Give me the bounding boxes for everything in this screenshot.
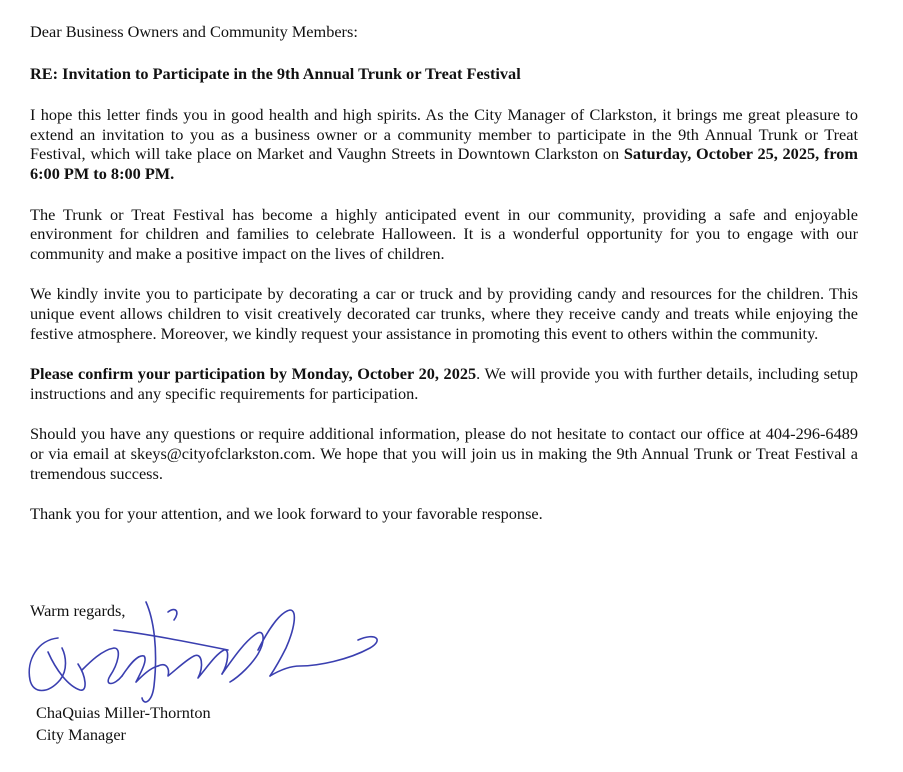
paragraph-festival: The Trunk or Treat Festival has become a highly anticipated event in our community, providing a safe and enjoyable environment for children and families to celebrate Halloween. It is a wonderful opportunity for you to engage with our community and make a positive impact on the lives of children. xyxy=(30,204,858,263)
salutation: Dear Business Owners and Community Members: xyxy=(30,22,358,41)
signer-title: City Manager xyxy=(36,725,126,744)
paragraph-invitation xyxy=(30,105,858,183)
paragraph-confirm xyxy=(30,364,858,403)
paragraph-thanks: Thank you for your attention, and we look forward to your favorable response. xyxy=(30,504,543,524)
signer-name: ChaQuias Miller-Thornton xyxy=(36,703,211,722)
handwritten-signature xyxy=(18,590,388,710)
letter-body xyxy=(30,22,858,524)
subject-line: RE: Invitation to Participate in the 9th Annual Trunk or Treat Festival xyxy=(30,63,521,83)
paragraph-contact: Should you have any questions or require additional information, please do not hesitate to contact our office at 404-296-6489 or via email at skeys@cityofclarkston.com. We hope that you will join us in making the 9th Annual Trunk or Treat Festival a tremendous success. xyxy=(30,424,858,483)
paragraph-confirm-text: . We will provide you with further details, including setup instructions and any specific requirements for participation. xyxy=(30,364,858,403)
paragraph-invitation-text: I hope this letter finds you in good health and high spirits. As the City Manager of Clarkston, it brings me great pleasure to extend an invitation to you as a business owner or a community member to participate in the 9th Annual Trunk or Treat Festival, which will take place on Market and Vaughn Streets in Downtown Clarkston on xyxy=(30,105,858,164)
event-date-time: Saturday, October 25, 2025, from 6:00 PM to 8:00 PM. xyxy=(30,144,858,183)
confirm-deadline: Please confirm your participation by Monday, October 20, 2025 xyxy=(30,364,477,384)
closing-phrase: Warm regards, xyxy=(30,601,126,620)
paragraph-participation: We kindly invite you to participate by decorating a car or truck and by providing candy and resources for the children. This unique event allows children to visit creatively decorated car trunks, where they receive candy and treats while enjoying the festive atmosphere. Moreover, we kindly request your assistance in promoting this event to others within the community. xyxy=(30,284,858,343)
